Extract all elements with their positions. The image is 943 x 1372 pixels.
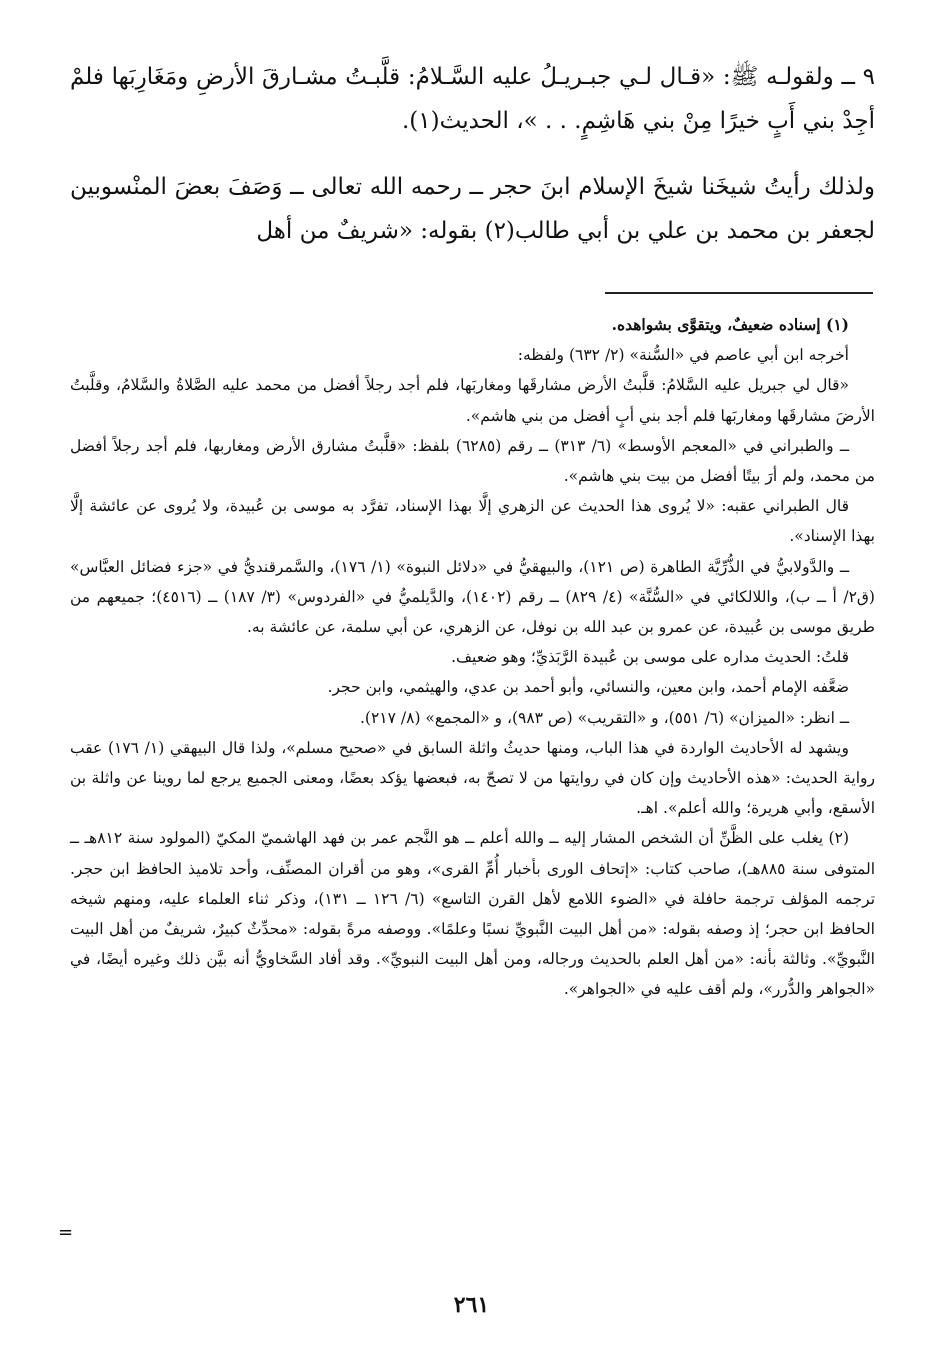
footnote-paragraph: «قال لي جبريل عليه السَّلامُ: قلَّبتُ الأرض مشارقَها ومغاربَها، فلم أجد رجلاً أفضل من محمد عليه الصَّلاةُ والسَّلامُ، وقلَّبتُ الأرضَ مشارقَها ومغاربَها فلم أجد بني أبٍ أفضل من بني هاشم». <box>70 376 875 425</box>
main-paragraph-continuation: ولذلك رأيتُ شيخَنا شيخَ الإسلام ابنَ حجر ــ رحمه الله تعالى ــ وَصَفَ بعضَ المنْسوبين لجعفر بن محمد بن علي بن أبي طالب(٢) بقوله: «شريفٌ من أهل <box>70 174 875 244</box>
footnotes <box>70 310 875 1005</box>
main-text <box>70 55 875 253</box>
footnote-1-heading: (١) إسناده ضعيفٌ، ويتقوَّى بشواهده. <box>611 315 849 334</box>
footnote-paragraph: ضعَّفه الإمام أحمد، وابن معين، والنسائي، وأبو أحمد بن عدي، والهيثمي، وابن حجر. <box>327 678 849 697</box>
footnote-paragraph: أخرجه ابن أبي عاصم في «السُّنة» (٢/ ٦٣٢) ولفظه: <box>517 346 849 365</box>
footnote-paragraph: قلتُ: الحديث مداره على موسى بن عُبيدة الرَّبَذيِّ؛ وهو ضعيف. <box>451 648 849 667</box>
footnote-paragraph: قال الطبراني عقبه: «لا يُروى هذا الحديث عن الزهري إلَّا بهذا الإسناد، تفرَّد به موسى بن عُبيدة، ولا يُروى عن عائشة إلَّا بهذا الإسناد». <box>70 497 875 546</box>
main-paragraph-9: ٩ ــ ولقولـه ﷺ: «قـال لـي جبـريـلُ عليه السَّـلامُ: قلَّبـتُ مشـارقَ الأرضِ ومَغَارِبَها فلمْ أجِدْ بني أَبٍ خيرًا مِنْ بني هَاشِمٍ. . . »، الحديث(١). <box>70 64 875 134</box>
footnote-separator <box>605 292 873 294</box>
footnote-paragraph: ويشهد له الأحاديث الواردة في هذا الباب، ومنها حديثُ واثلة السابق في «صحيح مسلم»، ولذا قال البيهقي (١/ ١٧٦) عقب رواية الحديث: «هذه الأحاديث وإن كان في روايتها من لا تصحّ به، فبعضها يؤكد بعضًا، ومعنى الجميع يرجع لما روينا عن واثلة بن الأسقع، وأبي هريرة؛ والله أعلم». اهـ. <box>70 738 875 818</box>
continuation-mark: = <box>58 1222 74 1243</box>
footnote-paragraph: ــ والدَّولابيُّ في الذُّرِّيَّة الطاهرة (ص ١٢١)، والبيهقيُّ في «دلائل النبوة» (١/ ١٧٦)، والسَّمرقنديُّ في «جزء فضائل العبَّاس» (ق٢/ أ ــ ب)، واللالكائي في «السُّنَّة» (٤/ ٨٢٩) ــ رقم (١٤٠٢)، والدَّيلميُّ في «الفردوس» (٣/ ١٨٧) ــ (٤٥١٦)؛ جميعهم من طريق موسى بن عُبيدة، عن عمرو بن عبد الله بن نوفل، عن الزهري، عن أبي سلمة، عن عائشة به. <box>70 557 875 637</box>
footnote-2: (٢) يغلب على الظَّنِّ أن الشخص المشار إليه ــ والله أعلم ــ هو النَّجم عمر بن فهد الهاشميّ المكيّ (المولود سنة ٨١٢هـ ــ المتوفى سنة ٨٨٥هـ)، صاحب كتاب: «إتحاف الورى بأخبار أُمِّ القرى»، وهو من أقران المصنِّف، وأحد تلاميذ الحافظ ابن حجر. ترجمه المؤلف ترجمة حافلة في «الضوء اللامع لأهل القرن التاسع» (٦/ ١٢٦ ــ ١٣١)، وذكر ثناء العلماء عليه، ومنهم شيخه الحافظ ابن حجر؛ إذ وصفه بقوله: «من أهل البيت النَّبويِّ نسبًا وعلمًا». ووصفه مرةً بقوله: «محدِّثٌ كبيرٌ، شريفٌ من أهل البيت النَّبويِّ». وثالثة بأنه: «من أهل العلم بالحديث ورجاله، ومن أهل البيت النبويِّ». وقد أفاد السَّخاويُّ أنه بيَّن ذلك وغيره أيضًا، في «الجواهر والدُّرر»، ولم أقف عليه في «الجواهر». <box>70 829 876 999</box>
page-number: ٢٦١ <box>453 1292 490 1318</box>
footnote-paragraph: ــ والطبراني في «المعجم الأوسط» (٦/ ٣١٣) ــ رقم (٦٢٨٥) بلفظ: «قلَّبتُ مشارق الأرض ومغاربها، فلم أجد رجلاً أفضل من محمد، ولم أرَ بيتًا أفضل من بيت بني هاشم». <box>70 436 875 486</box>
footnote-paragraph: ــ انظر: «الميزان» (٦/ ٥٥١)، و «التقريب» (ص ٩٨٣)، و «المجمع» (٨/ ٢١٧). <box>360 708 849 727</box>
